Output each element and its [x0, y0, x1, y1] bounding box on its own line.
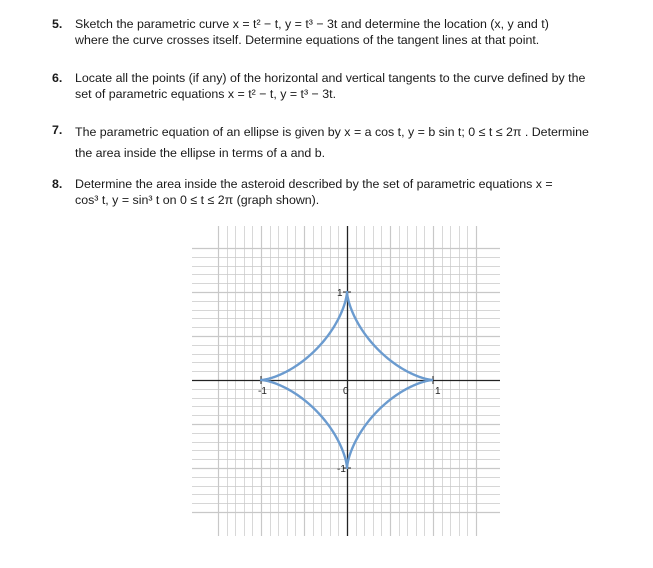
axis-layer: [192, 226, 500, 536]
y-tick-label: -1: [337, 464, 346, 475]
problem-5-text: [75, 16, 637, 48]
problem-5: [52, 16, 637, 48]
problem-6-line-2: set of parametric equations x = t² − t, y = t³ − 3t.: [75, 87, 337, 101]
problem-8-line-1: Determine the area inside the asteroid described by the set of parametric equations x =: [75, 177, 553, 191]
problem-7-number: 7.: [52, 123, 63, 137]
problem-7: [52, 122, 637, 164]
problem-8-text: [75, 176, 637, 208]
problem-7-text: [75, 122, 637, 164]
x-tick-label: -1: [258, 386, 267, 397]
problem-6: [52, 70, 637, 102]
problem-6-number: 6.: [52, 71, 63, 85]
x-tick-label: 1: [435, 386, 441, 397]
problem-5-line-1: Sketch the parametric curve x = t² − t, y = t³ − 3t and determine the location (x, y and t): [75, 17, 549, 31]
problem-6-text: [75, 70, 637, 102]
astroid-graph: [190, 222, 502, 540]
problem-5-number: 5.: [52, 17, 63, 31]
problem-5-line-2: where the curve crosses itself. Determine equations of the tangent lines at that point.: [75, 33, 540, 47]
problem-8-number: 8.: [52, 177, 63, 191]
astroid-graph-svg: [190, 222, 502, 540]
y-tick-label: 1: [337, 288, 343, 299]
problem-8: [52, 176, 637, 208]
label-layer: [258, 288, 441, 475]
problem-6-line-1: Locate all the points (if any) of the horizontal and vertical tangents to the curve defined by the: [75, 71, 586, 85]
problem-7-line-1: The parametric equation of an ellipse is given by x = a cos t, y = b sin t; 0 ≤ t ≤ 2π . Determine: [75, 125, 589, 139]
problem-8-line-2: cos³ t, y = sin³ t on 0 ≤ t ≤ 2π (graph shown).: [75, 193, 320, 207]
problem-7-line-2: the area inside the ellipse in terms of a and b.: [75, 146, 326, 160]
x-tick-label: 0: [343, 386, 349, 397]
